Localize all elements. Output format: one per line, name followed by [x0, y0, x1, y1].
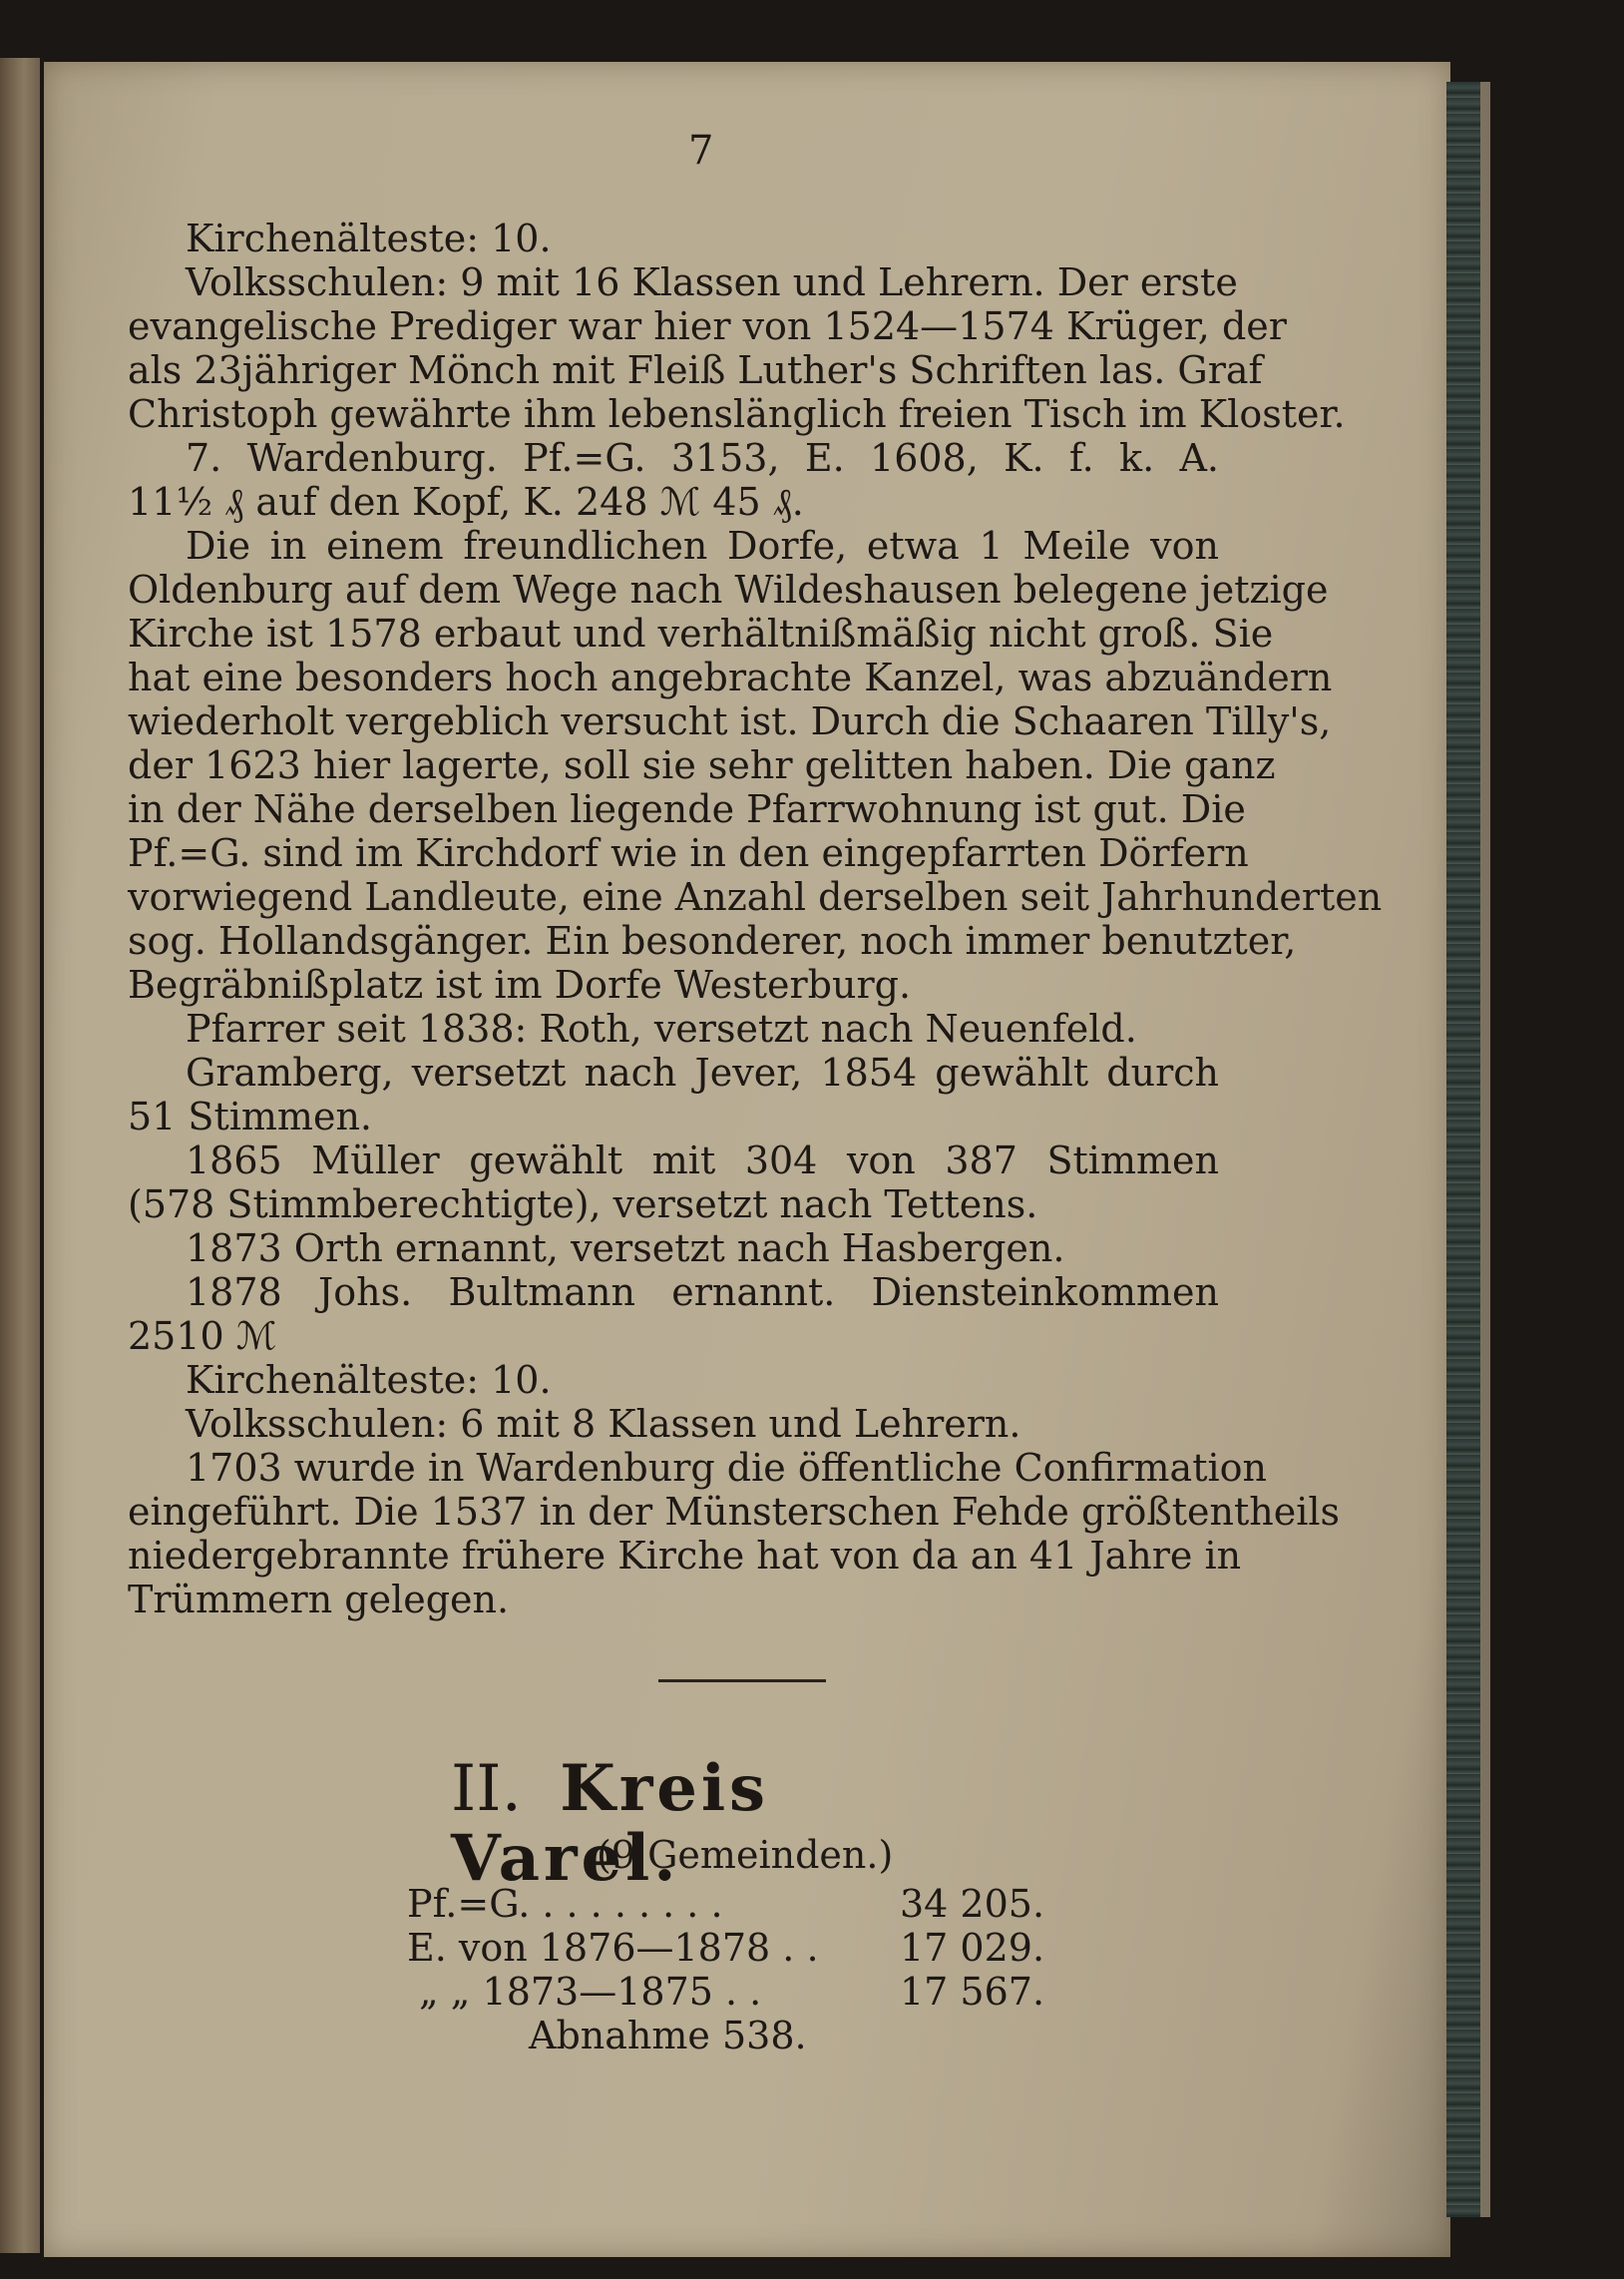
text-line: Christoph gewährte ihm lebenslänglich freien Tisch im Kloster.: [128, 392, 1346, 436]
text-line: vorwiegend Landleute, eine Anzahl derselben seit Jahrhunderten: [128, 875, 1383, 919]
text-line: hat eine besonders hoch angebrachte Kanzel, was abzuändern: [128, 656, 1333, 699]
text-line: der 1623 hier lagerte, soll sie sehr gelitten haben. Die ganz: [128, 743, 1276, 787]
pastor-line: Pfarrer seit 1838: Roth, versetzt nach Neuenfeld.: [186, 1007, 1137, 1051]
stats-value: 17 567.: [900, 1970, 1045, 2014]
schools-line: Volksschulen: 6 mit 8 Klassen und Lehrern.: [186, 1402, 1021, 1446]
text-line: Die in einem freundlichen Dorfe, etwa 1 Meile von: [186, 524, 1219, 568]
section-subtitle: (9 Gemeinden.): [597, 1833, 894, 1877]
section-divider: [658, 1679, 826, 1682]
text-line: Gramberg, versetzt nach Jever, 1854 gewählt durch: [186, 1051, 1219, 1095]
text-line: niedergebrannte frühere Kirche hat von da an 41 Jahre in: [128, 1534, 1242, 1578]
text-line: Volksschulen: 9 mit 16 Klassen und Lehrern. Der erste: [186, 260, 1238, 304]
church-elders-line: Kirchenälteste: 10.: [186, 1358, 552, 1402]
stats-label: E. von 1876—1878 . .: [407, 1926, 819, 1970]
text-line: wiederholt vergeblich versucht ist. Durch die Schaaren Tilly's,: [128, 699, 1332, 743]
text-line: 11½ ₰ auf den Kopf, K. 248 ℳ 45 ₰.: [128, 480, 804, 524]
section-title: Kreis Varel.: [451, 1751, 769, 1896]
page-number: 7: [688, 128, 714, 174]
stats-value: 17 029.: [900, 1926, 1045, 1970]
church-elders-line: Kirchenälteste: 10.: [186, 217, 552, 260]
stats-label: Pf.=G. . . . . . . . .: [407, 1882, 723, 1926]
text-line: in der Nähe derselben liegende Pfarrwohnung ist gut. Die: [128, 787, 1246, 831]
text-line: als 23jähriger Mönch mit Fleiß Luther's Schriften las. Graf: [128, 348, 1263, 392]
text-line: evangelische Prediger war hier von 1524—1574 Krüger, der: [128, 304, 1287, 348]
stats-value: 34 205.: [900, 1882, 1045, 1926]
text-line: sog. Hollandsgänger. Ein besonderer, noch immer benutzter,: [128, 919, 1297, 963]
section-numeral: II.: [451, 1752, 522, 1826]
text-line: 1873 Orth ernannt, versetzt nach Hasbergen.: [186, 1226, 1065, 1270]
book-binding: [1446, 82, 1480, 2217]
stats-label: „ „ 1873—1875 . .: [419, 1970, 762, 2014]
text-line: Trümmern gelegen.: [128, 1578, 510, 1621]
text-line: (578 Stimmberechtigte), versetzt nach Tettens.: [128, 1182, 1038, 1226]
text-line: 1878 Johs. Bultmann ernannt. Diensteinkommen: [186, 1270, 1219, 1314]
page-edge: [1480, 82, 1490, 2217]
text-line: Oldenburg auf dem Wege nach Wildeshausen belegene jetzige: [128, 568, 1329, 612]
previous-page-edge: [0, 58, 40, 2253]
text-line: eingeführt. Die 1537 in der Münsterschen Fehde größtentheils: [128, 1490, 1341, 1534]
text-line: 1703 wurde in Wardenburg die öffentliche Confirmation: [186, 1446, 1267, 1490]
decrease-line: Abnahme 538.: [529, 2014, 807, 2057]
text-line: 51 Stimmen.: [128, 1095, 372, 1139]
wardenburg-heading-line: 7. Wardenburg. Pf.=G. 3153, E. 1608, K. f. k. A.: [186, 436, 1219, 480]
text-line: 1865 Müller gewählt mit 304 von 387 Stimmen: [186, 1139, 1219, 1182]
text-line: Kirche ist 1578 erbaut und verhältnißmäßig nicht groß. Sie: [128, 612, 1274, 656]
text-line: Begräbnißplatz ist im Dorfe Westerburg.: [128, 963, 912, 1007]
text-line: 2510 ℳ: [128, 1314, 277, 1358]
text-line: Pf.=G. sind im Kirchdorf wie in den eingepfarrten Dörfern: [128, 831, 1249, 875]
